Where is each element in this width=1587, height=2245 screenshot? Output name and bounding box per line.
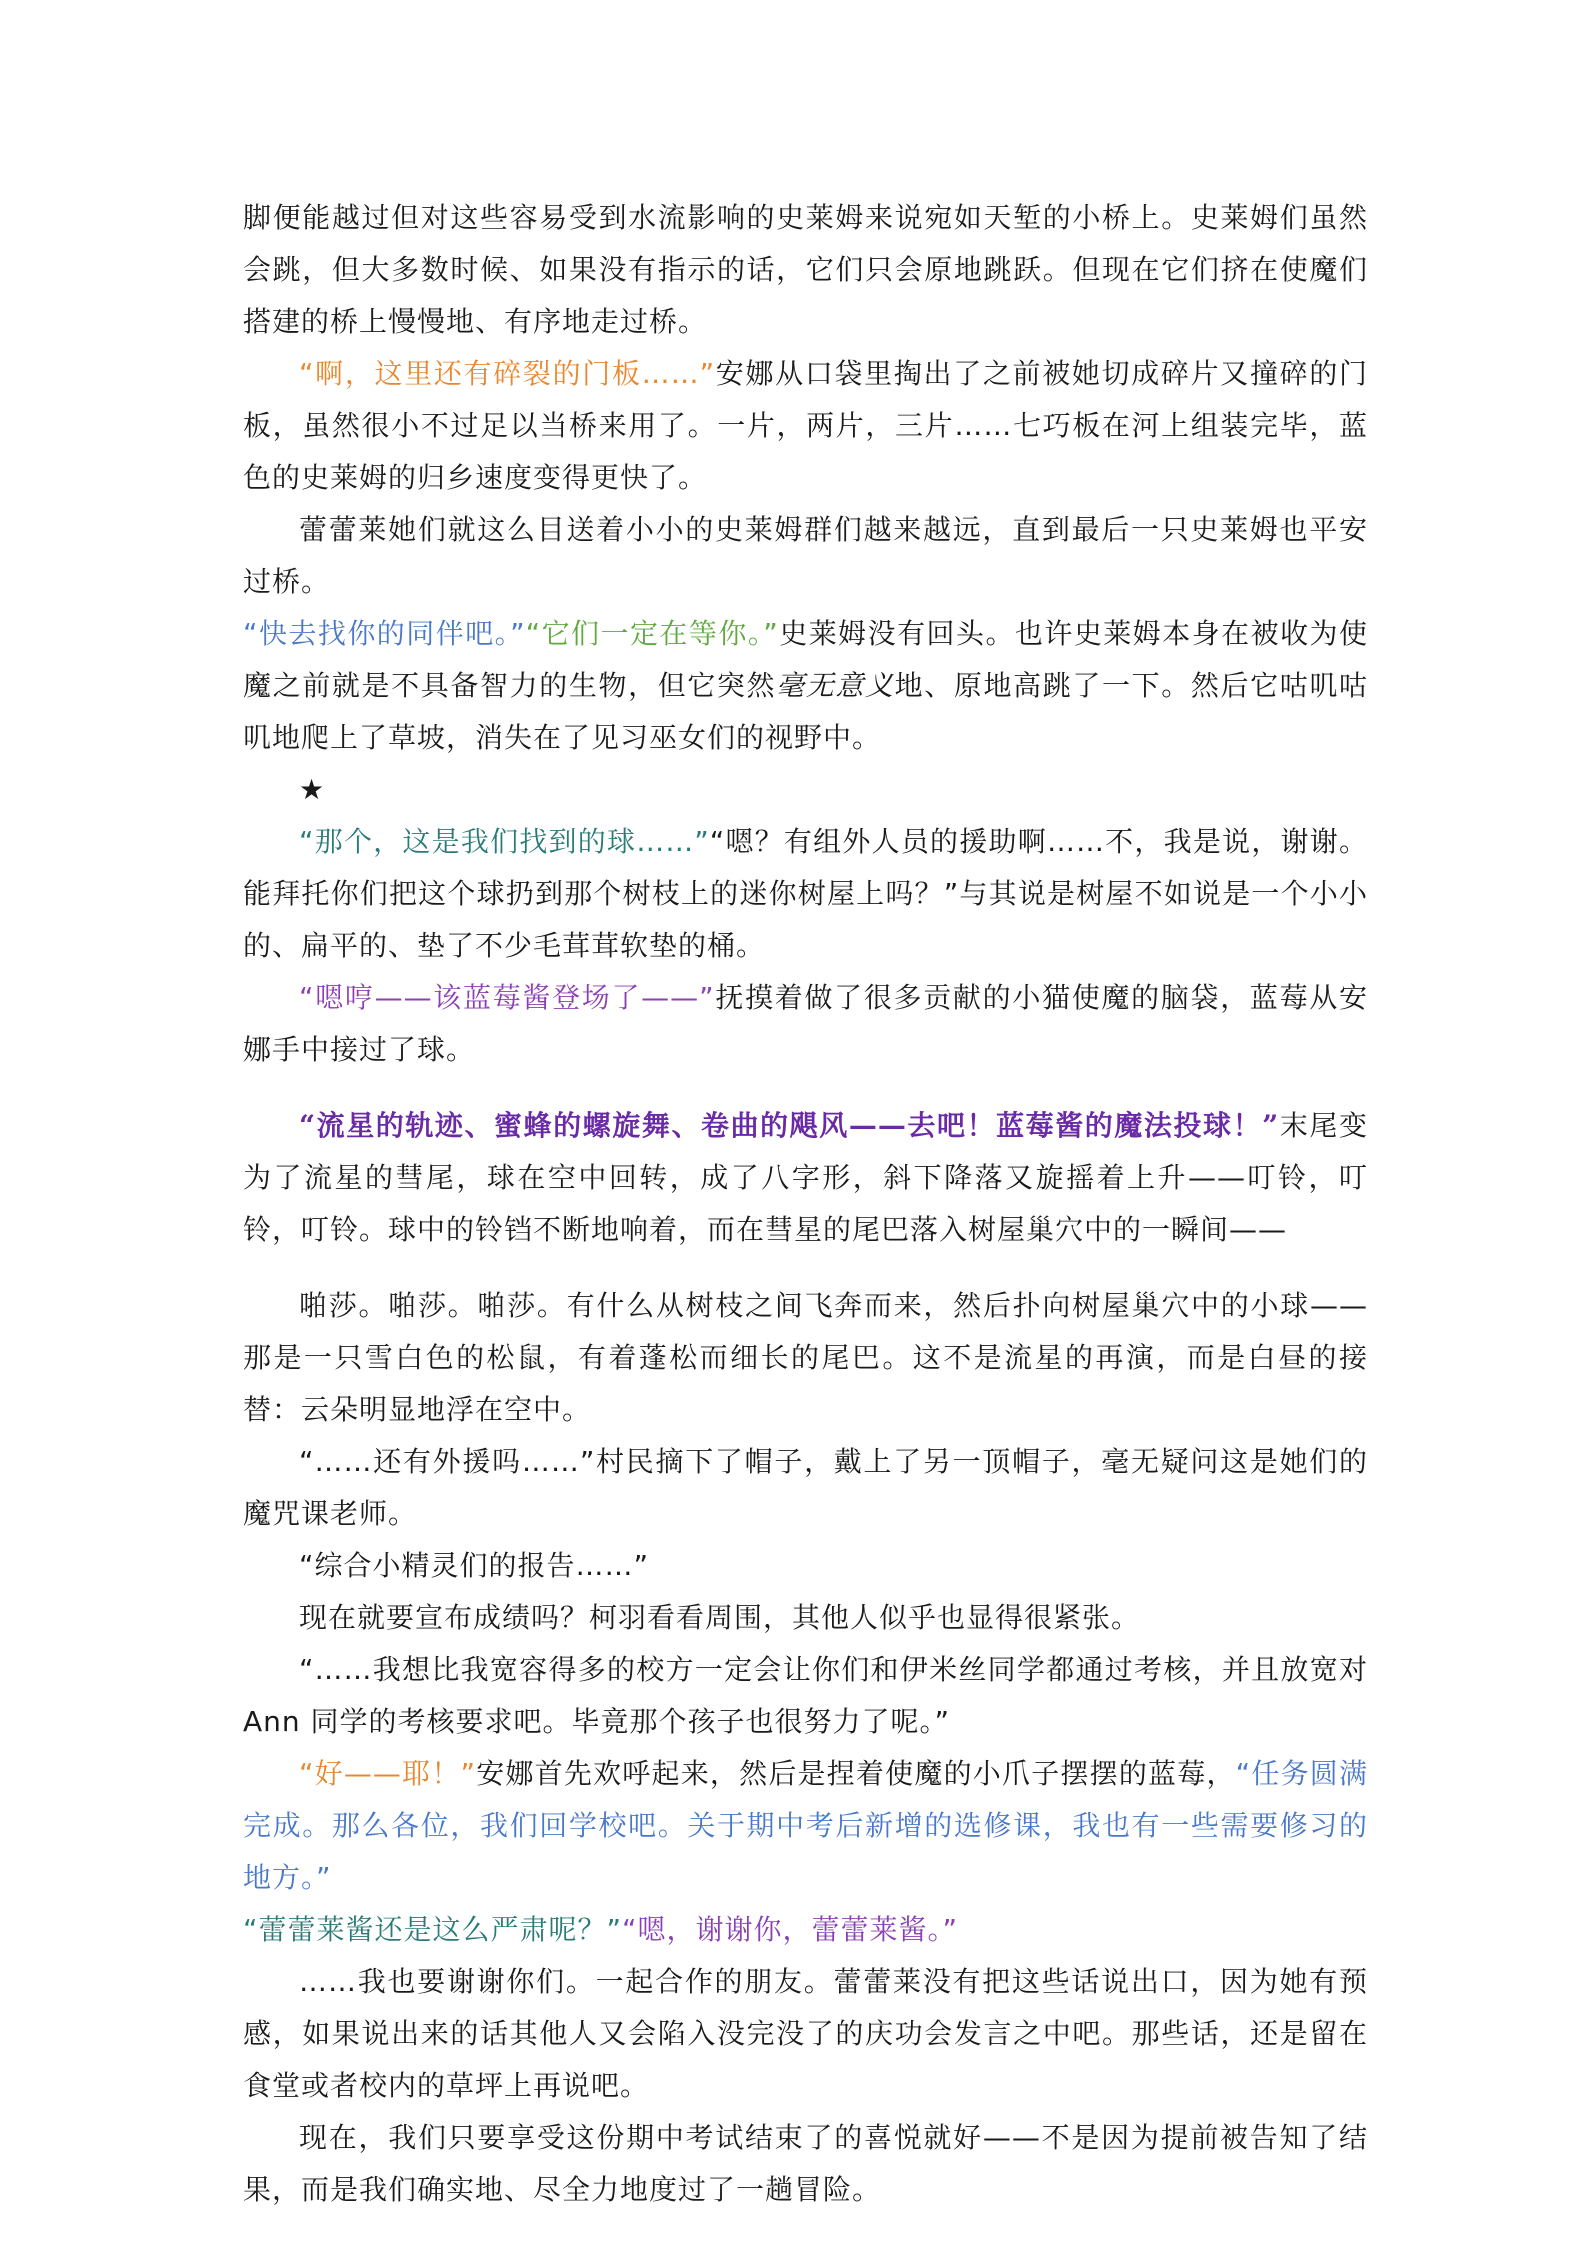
- paragraph-11: 现在就要宣布成绩吗？柯羽看看周围，其他人似乎也显得很紧张。: [299, 1601, 1141, 1634]
- paragraph-14: [243, 1904, 1368, 1956]
- paragraph-4: [243, 608, 1368, 764]
- emphasis-meaningless: 毫无意义: [776, 669, 895, 702]
- quote-magic-throw: “流星的轨迹、蜜蜂的螺旋舞、卷曲的飓风——去吧！蓝莓酱的魔法投球！”: [299, 1109, 1280, 1142]
- quote-thank-you: “嗯，谢谢你，蕾蕾莱酱。”: [622, 1913, 959, 1946]
- story-text: [243, 192, 1368, 2216]
- paragraph-15: ……我也要谢谢你们。一起合作的朋友。蕾蕾莱没有把这些话说出口，因为她有预感，如果说出来的话其他人又会陷入没完没了的庆功会发言之中吧。那些话，还是留在食堂或者校内的草坪上再说吧。: [243, 1965, 1368, 2102]
- narration-cheer: 安娜首先欢呼起来，然后是捏着使魔的小爪子摆摆的蓝莓，: [476, 1757, 1236, 1790]
- narration-door: 安娜从口袋里掏出了之前被她切成碎片又撞碎的门板，虽然很小不过足以当桥来用了。一片，两片，三片……七巧板在河上组装完毕，蓝色的史莱姆的归乡速度变得更快了。: [243, 357, 1368, 494]
- paragraph-2: [243, 348, 1368, 504]
- quote-blueberry-entrance: “嗯哼——该蓝莓酱登场了——”: [299, 981, 715, 1014]
- paragraph-1: 脚便能越过但对这些容易受到水流影响的史莱姆来说宛如天堑的小桥上。史莱姆们虽然会跳，但大多数时候、如果没有指示的话，它们只会原地跳跃。但现在它们挤在使魔们搭建的桥上慢慢地、有序地走过桥。: [243, 201, 1368, 338]
- narration-blueberry: 抚摸着做了很多贡献的小猫使魔的脑袋，蓝莓从安娜手中接过了球。: [243, 981, 1368, 1066]
- quote-hooray: “好——耶！”: [299, 1757, 477, 1790]
- paragraph-9: “……还有外援吗……”村民摘下了帽子，戴上了另一顶帽子，毫无疑问这是她们的魔咒课老师。: [243, 1445, 1368, 1530]
- narration-slime-a: 史莱姆没有回头。也许史莱姆本身在被收为使魔之前就是不具备智力的生物，但它突然: [243, 617, 1368, 702]
- narration-slime-b: 地、原地高跳了一下。然后它咕叽咕叽地爬上了草坡，消失在了见习巫女们的视野中。: [243, 669, 1368, 754]
- paragraph-16: 现在，我们只要享受这份期中考试结束了的喜悦就好——不是因为提前被告知了结果，而是我们确实地、尽全力地度过了一趟冒险。: [243, 2121, 1368, 2206]
- section-break-star: ★: [299, 773, 326, 806]
- quote-find-companions: “快去找你的同伴吧。”: [243, 617, 526, 650]
- paragraph-5: [243, 816, 1368, 972]
- quote-anna-door: “啊，这里还有碎裂的门板……”: [299, 357, 716, 390]
- quote-waiting: “它们一定在等你。”: [525, 617, 779, 650]
- paragraph-12: “……我想比我宽容得多的校方一定会让你们和伊米丝同学都通过考核，并且放宽对Ann 同学的考核要求吧。毕竟那个孩子也很努力了呢。”: [243, 1653, 1368, 1738]
- quote-found-ball: “那个，这是我们找到的球……”: [299, 825, 710, 858]
- paragraph-13: [243, 1748, 1368, 1904]
- quote-so-serious: “蕾蕾莱酱还是这么严肃呢？”: [243, 1913, 623, 1946]
- quote-mission-complete: “任务圆满完成。那么各位，我们回学校吧。关于期中考后新增的选修课，我也有一些需要修习的地方。”: [243, 1757, 1368, 1894]
- paragraph-10: “综合小精灵们的报告……”: [299, 1549, 650, 1582]
- paragraph-3: 蕾蕾莱她们就这么目送着小小的史莱姆群们越来越远，直到最后一只史莱姆也平安过桥。: [243, 513, 1368, 598]
- narration-comet: 末尾变为了流星的彗尾，球在空中回转，成了八字形，斜下降落又旋摇着上升——叮铃，叮铃，叮铃。球中的铃铛不断地响着，而在彗星的尾巴落入树屋巢穴中的一瞬间——: [243, 1109, 1368, 1246]
- paragraph-8: 啪莎。啪莎。啪莎。有什么从树枝之间飞奔而来，然后扑向树屋巢穴中的小球——那是一只雪白色的松鼠，有着蓬松而细长的尾巴。这不是流星的再演，而是白昼的接替：云朵明显地浮在空中。: [243, 1289, 1368, 1426]
- narration-ball: “嗯？有组外人员的援助啊……不，我是说，谢谢。能拜托你们把这个球扔到那个树枝上的迷你树屋上吗？”与其说是树屋不如说是一个小小的、扁平的、垫了不少毛茸茸软垫的桶。: [243, 825, 1368, 962]
- paragraph-7: [243, 1100, 1368, 1256]
- paragraph-6: [243, 972, 1368, 1076]
